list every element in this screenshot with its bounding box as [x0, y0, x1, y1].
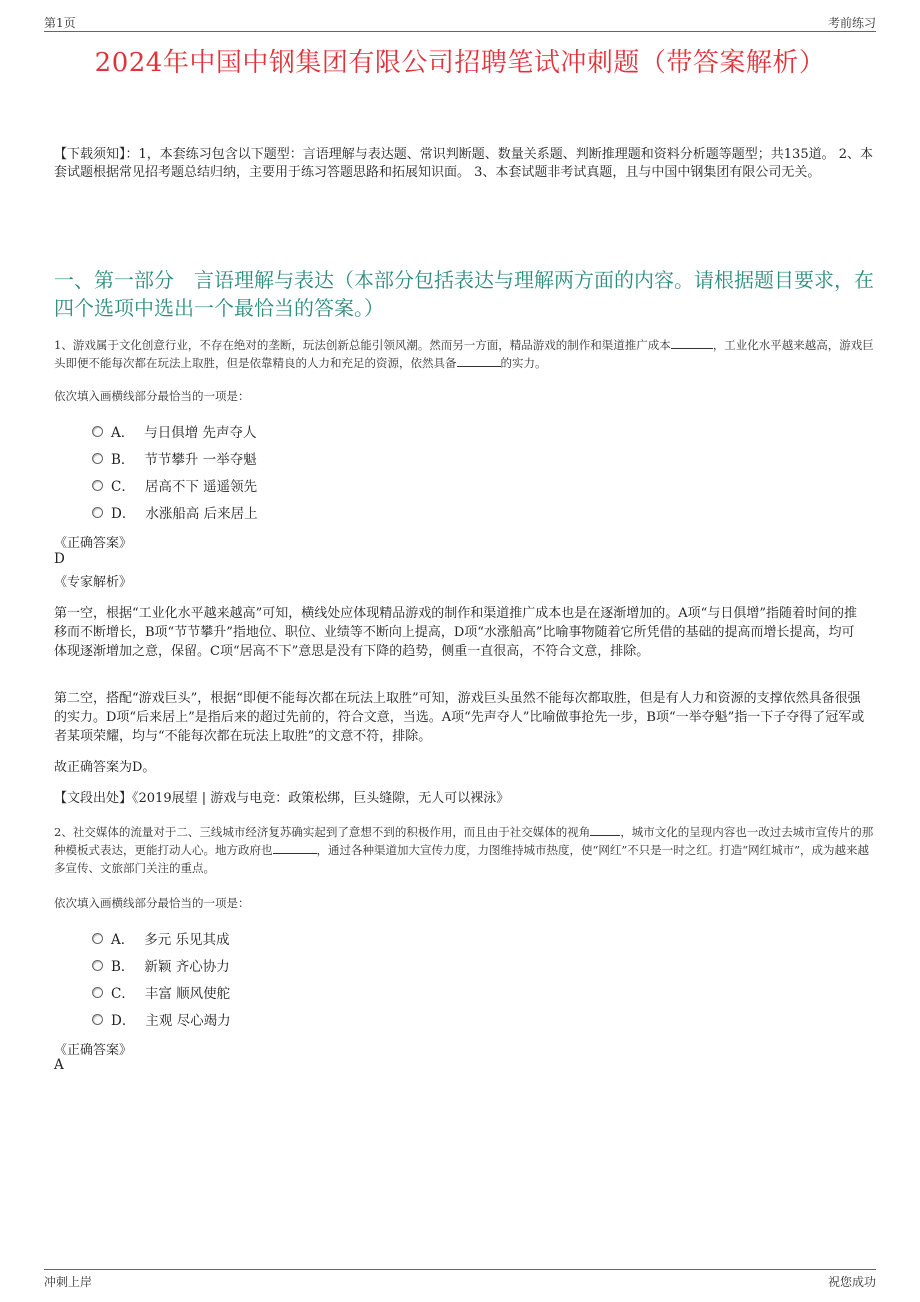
page-header: [44, 14, 876, 31]
option-text: 节节攀升 一举夺魁: [144, 452, 257, 468]
question-1-prompt: 依次填入画横线部分最恰当的一项是：: [54, 389, 250, 403]
question-2-text-part1: 2、社交媒体的流量对于二、三线城市经济复苏确实起到了意想不到的积极作用，而且由于社交媒体的视角: [54, 825, 591, 839]
question-2-option-d[interactable]: [92, 1009, 231, 1029]
option-letter: C．: [111, 986, 135, 1002]
header-divider: [44, 31, 876, 32]
question-1-text-part2: ，工业化水平越来越高，游戏巨头即便不能每次都在玩法上取胜，但是依靠精良的人力和充足的资源，依然具备: [54, 338, 874, 370]
option-text: 与日俱增 先声夺人: [144, 425, 257, 441]
question-1-blank-2: [457, 355, 501, 367]
option-letter: A．: [111, 932, 135, 948]
option-text: 丰富 顺风使舵: [144, 986, 231, 1002]
option-text: 主观 尽心竭力: [145, 1013, 231, 1029]
page-footer: [44, 1273, 876, 1290]
question-2-blank-1: [590, 824, 620, 836]
option-text: 居高不下 遥遥领先: [144, 479, 258, 495]
question-1-analysis-label: 《专家解析》: [54, 575, 133, 590]
radio-icon[interactable]: [92, 426, 103, 437]
question-2-prompt: 依次填入画横线部分最恰当的一项是：: [54, 896, 250, 910]
option-text: 水涨船高 后来居上: [145, 506, 258, 522]
question-1-option-d[interactable]: [92, 502, 258, 522]
question-1-source: 【文段出处】《2019展望 | 游戏与电竞：政策松绑，巨头缝隙，无人可以裸泳》: [54, 791, 510, 806]
document-title: 2024年中国中钢集团有限公司招聘笔试冲刺题（带答案解析）: [94, 48, 826, 78]
option-letter: D．: [111, 1013, 136, 1029]
question-1-answer-label: 《正确答案》: [54, 536, 133, 551]
question-1-text-part1: 1、游戏属于文化创意行业，不存在绝对的垄断，玩法创新总能引领风潮。然而另一方面，精品游戏的制作和渠道推广成本: [54, 338, 671, 352]
question-2-text-part3: ，通过各种渠道加大宣传力度，力图维持城市热度，使“网红”不只是一时之红。打造“网红城市”，成为越来越多宣传、文旅部门关注的重点。: [54, 843, 870, 875]
footer-right-text: 祝您成功: [827, 1275, 876, 1289]
footer-left-text: 冲刺上岸: [44, 1275, 93, 1289]
question-2-blank-2: [273, 842, 317, 854]
footer-divider: [44, 1269, 876, 1270]
question-2-option-c[interactable]: [92, 982, 230, 1002]
question-1-stem: [54, 336, 874, 372]
question-2-text-part2: ，城市文化的呈现内容也一改过去城市宣传片的那种模板式表达，更能打动人心。地方政府也: [54, 825, 874, 857]
option-letter: B．: [111, 959, 135, 975]
section-heading: 一、第一部分 言语理解与表达（本部分包括表达与理解两方面的内容。请根据题目要求，在四个选项中选出一个最恰当的答案。）: [54, 268, 874, 320]
question-1-answer: D: [54, 551, 65, 567]
question-1-conclusion: 故正确答案为D。: [54, 760, 156, 775]
radio-icon[interactable]: [92, 453, 103, 464]
radio-icon[interactable]: [92, 960, 103, 971]
radio-icon[interactable]: [92, 933, 103, 944]
question-2-stem: [54, 823, 874, 877]
question-1-analysis-1: 第一空，根据“工业化水平越来越高”可知，横线处应体现精品游戏的制作和渠道推广成本也是在逐渐增加的。A项“与日俱增”指随着时间的推移而不断增长，B项“节节攀升”指地位、职位、业绩等不断向上提高，D项“水涨船高”比喻事物随着它所凭借的基础的提高而增长提高，均可体现逐渐增加之意，保留。C项“居高不下”意思是没有下降的趋势，侧重一直很高，不符合文意，排除。: [54, 606, 857, 659]
radio-icon[interactable]: [92, 1014, 103, 1025]
question-1-option-a[interactable]: [92, 421, 257, 441]
option-letter: A．: [111, 425, 135, 441]
radio-icon[interactable]: [92, 987, 103, 998]
option-text: 多元 乐见其成: [144, 932, 230, 948]
download-notice: 【下载须知】：1，本套练习包含以下题型：言语理解与表达题、常识判断题、数量关系题、判断推理题和资料分析题等题型；共135道。 2、本套试题根据常见招考题总结归纳，主要用于练习答题思路和拓展知识面。 3、本套试题非考试真题，且与中国中钢集团有限公司无关。: [54, 147, 873, 180]
question-1-analysis-2: 第二空，搭配“游戏巨头”，根据“即便不能每次都在玩法上取胜”可知，游戏巨头虽然不能每次都取胜，但是有人力和资源的支撑依然具备很强的实力。D项“后来居上”是指后来的超过先前的，符合文意，当选。A项“先声夺人”比喻做事抢先一步，B项“一举夺魁”指一下子夺得了冠军或者某项荣耀，均与“不能每次都在玩法上取胜”的文意不符，排除。: [54, 691, 865, 744]
radio-icon[interactable]: [92, 507, 103, 518]
option-text: 新颖 齐心协力: [144, 959, 230, 975]
question-2-answer-label: 《正确答案》: [54, 1043, 133, 1058]
option-letter: D．: [111, 506, 136, 522]
option-letter: B．: [111, 452, 135, 468]
question-2-answer: A: [54, 1057, 64, 1073]
header-tag: 考前练习: [827, 16, 876, 30]
question-1-option-c[interactable]: [92, 475, 257, 495]
question-1-blank-1: [671, 337, 713, 349]
option-letter: C．: [111, 479, 135, 495]
question-2-option-b[interactable]: [92, 955, 230, 975]
page-number: 第1页: [44, 16, 76, 30]
question-2-option-a[interactable]: [92, 928, 230, 948]
radio-icon[interactable]: [92, 480, 103, 491]
question-1-text-part3: 的实力。: [500, 356, 547, 370]
question-1-option-b[interactable]: [92, 448, 257, 468]
